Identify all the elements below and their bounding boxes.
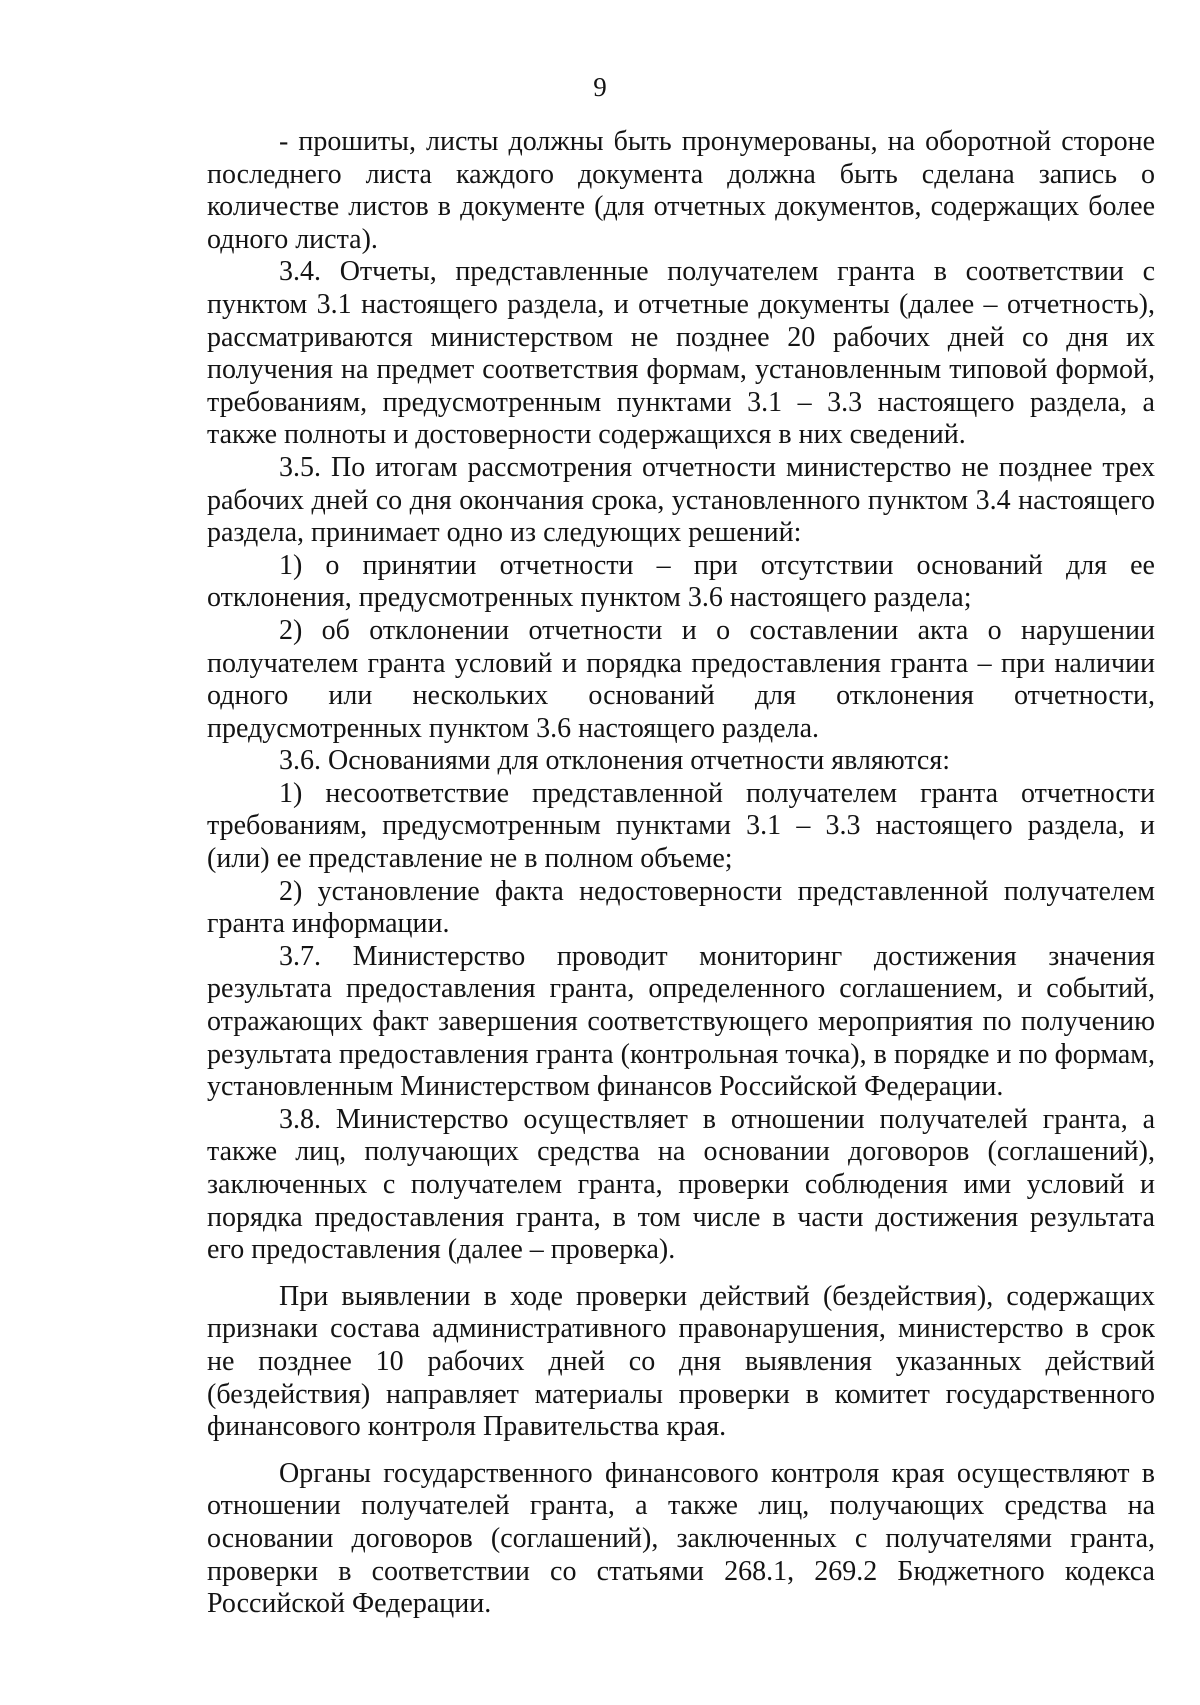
page-number: 9 — [593, 72, 607, 102]
paragraph-3-6-item-1: 1) несоответствие представленной получателем гранта отчетности требованиям, предусмотренным пунктами 3.1 – 3.3 настоящего раздела, и (или) ее представление не в полном объеме; — [207, 777, 1155, 875]
paragraph-3-5-item-1: 1) о принятии отчетности – при отсутствии оснований для ее отклонения, предусмотренных пунктом 3.6 настоящего раздела; — [207, 549, 1155, 614]
paragraph-3-6-item-2: 2) установление факта недостоверности представленной получателем гранта информации. — [207, 875, 1155, 940]
paragraph-3-5-item-2: 2) об отклонении отчетности и о составлении акта о нарушении получателем гранта условий и порядка предоставления гранта – при наличии одного или нескольких оснований для отклонения отчетности, предусмотренных пунктом 3.6 настоящего раздела. — [207, 614, 1155, 744]
paragraph-3-8: 3.8. Министерство осуществляет в отношении получателей гранта, а также лиц, получающих средства на основании договоров (соглашений), заключенных с получателем гранта, проверки соблюдения ими условий и порядка предоставления гранта, в том числе в части достижения результата его предоставления (далее – проверка). — [207, 1103, 1155, 1266]
document-body — [207, 126, 1155, 1621]
paragraph-3-5: 3.5. По итогам рассмотрения отчетности министерство не позднее трех рабочих дней со дня окончания срока, установленного пунктом 3.4 настоящего раздела, принимает одно из следующих решений: — [207, 451, 1155, 549]
paragraph-bound-sheets: - прошиты, листы должны быть пронумерованы, на оборотной стороне последнего листа каждого документа должна быть сделана запись о количестве листов в документе (для отчетных документов, содержащих более одного листа). — [207, 126, 1155, 255]
paragraph-violations: При выявлении в ходе проверки действий (бездействия), содержащих признаки состава административного правонарушения, министерство в срок не позднее 10 рабочих дней со дня выявления указанных действий (бездействия) направляет материалы проверки в комитет государственного финансового контроля Правительства края. — [207, 1280, 1155, 1443]
paragraph-3-7: 3.7. Министерство проводит мониторинг достижения значения результата предоставления гранта, определенного соглашением, и событий, отражающих факт завершения соответствующего мероприятия по получению результата предоставления гранта (контрольная точка), в порядке и по формам, установленным Министерством финансов Российской Федерации. — [207, 940, 1155, 1103]
paragraph-3-6: 3.6. Основаниями для отклонения отчетности являются: — [279, 745, 951, 777]
paragraph-3-4: 3.4. Отчеты, представленные получателем гранта в соответствии с пунктом 3.1 настоящего раздела, и отчетные документы (далее – отчетность), рассматриваются министерством не позднее 20 рабочих дней со дня их получения на предмет соответствия формам, установленным типовой формой, требованиям, предусмотренным пунктами 3.1 – 3.3 настоящего раздела, а также полноты и достоверности содержащихся в них сведений. — [207, 256, 1155, 451]
paragraph-control-bodies: Органы государственного финансового контроля края осуществляют в отношении получателей гранта, а также лиц, получающих средства на основании договоров (соглашений), заключенных с получателями гранта, проверки в соответствии со статьями 268.1, 269.2 Бюджетного кодекса Российской Федерации. — [207, 1457, 1155, 1620]
